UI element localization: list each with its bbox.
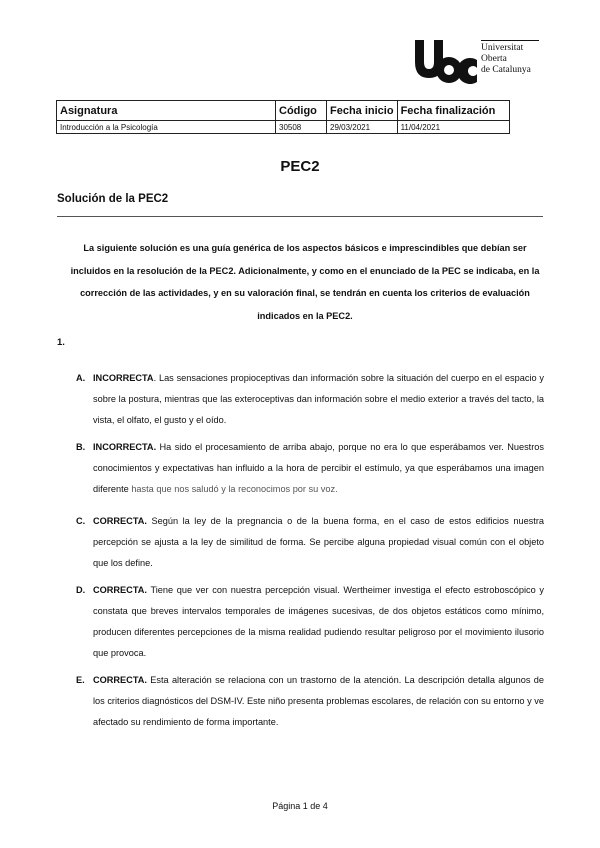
answer-letter: E. (76, 675, 85, 685)
answer-b (76, 437, 544, 500)
answer-verdict: CORRECTA. (93, 585, 147, 595)
answer-letter: B. (76, 442, 86, 452)
answer-verdict: CORRECTA. (93, 675, 147, 685)
uoc-logo-mark (415, 40, 477, 84)
header-subject: Asignatura (57, 101, 276, 121)
uoc-logo (415, 40, 540, 86)
header-start-date: Fecha inicio (327, 101, 398, 121)
cell-code: 30508 (276, 121, 327, 134)
logo-line-2: Oberta (481, 54, 507, 64)
answer-text: Ha sido el procesamiento de arriba abajo, porque no era lo que esperábamos ver. Nuestros conocimientos y expectativas han influido a la hora de percibir el estímulo, ya que esperábamos una imagen diferente (93, 442, 544, 494)
answer-verdict: INCORRECTA. (93, 442, 157, 452)
cell-subject: Introducción a la Psicología (57, 121, 276, 134)
subject-table-header (57, 101, 510, 121)
logo-line-1: Universitat (481, 43, 524, 53)
answer-text: Según la ley de la pregnancia o de la buena forma, en el caso de estos edificios nuestra percepción se ajusta a la ley de similitud de forma. Se percibe alguna propiedad visual común con el objeto que los define. (93, 516, 544, 568)
answer-d (76, 580, 544, 664)
intro-paragraph: La siguiente solución es una guía genérica de los aspectos básicos e imprescindibles que debían ser incluidos en la resolución de la PEC2. Adicionalmente, y como en el enunciado de la PEC se indicaba, en la corrección de las actividades, y en su valoración final, se tendrán en cuenta los criterios de evaluación indicados en la PEC2. (70, 243, 540, 321)
question-number: 1. (57, 337, 65, 348)
cell-start-date: 29/03/2021 (327, 121, 398, 134)
section-title: Solución de la PEC2 (57, 193, 169, 205)
cell-end-date: 11/04/2021 (397, 121, 509, 134)
page-number: Página 1 de 4 (272, 801, 328, 811)
answer-verdict: INCORRECTA (93, 373, 154, 383)
subject-table (56, 100, 510, 134)
page-title: PEC2 (280, 158, 320, 175)
answer-a (76, 368, 544, 431)
answer-verdict: CORRECTA. (93, 516, 147, 526)
section-divider (57, 216, 543, 217)
answer-letter: A. (76, 373, 86, 383)
header-code: Código (276, 101, 327, 121)
subject-table-row (57, 121, 510, 134)
logo-divider (481, 40, 539, 41)
logo-wordmark (481, 43, 531, 76)
answer-letter: C. (76, 516, 86, 526)
answer-e (76, 670, 544, 733)
logo-line-3: de Catalunya (481, 65, 531, 75)
answer-letter: D. (76, 585, 86, 595)
header-end-date: Fecha finalización (397, 101, 509, 121)
answer-text: . Las sensaciones propioceptivas dan información sobre la situación del cuerpo en el espacio y sobre la postura, mientras que las exteroceptivas dan información sobre el medio exterior a través del tacto, la vista, el olfato, el gusto y el oído. (93, 373, 544, 425)
answer-c (76, 511, 544, 574)
answer-text: Esta alteración se relaciona con un trastorno de la atención. La descripción detalla algunos de los criterios diagnósticos del DSM-IV. Este niño presenta problemas escolares, de relación con su entorno y ve afectado su rendimiento de forma importante. (93, 675, 544, 727)
answer-text-muted: hasta que nos saludó y la reconocimos por su voz. (131, 484, 338, 494)
answer-text: Tiene que ver con nuestra percepción visual. Wertheimer investiga el efecto estroboscópico y constata que breves intervalos temporales de imágenes sucesivas, de dos objetos estáticos como mínimo, producen diferentes percepciones de la misma realidad pudiendo resultar peligroso por el movimiento ilusorio que provoca. (93, 585, 544, 658)
